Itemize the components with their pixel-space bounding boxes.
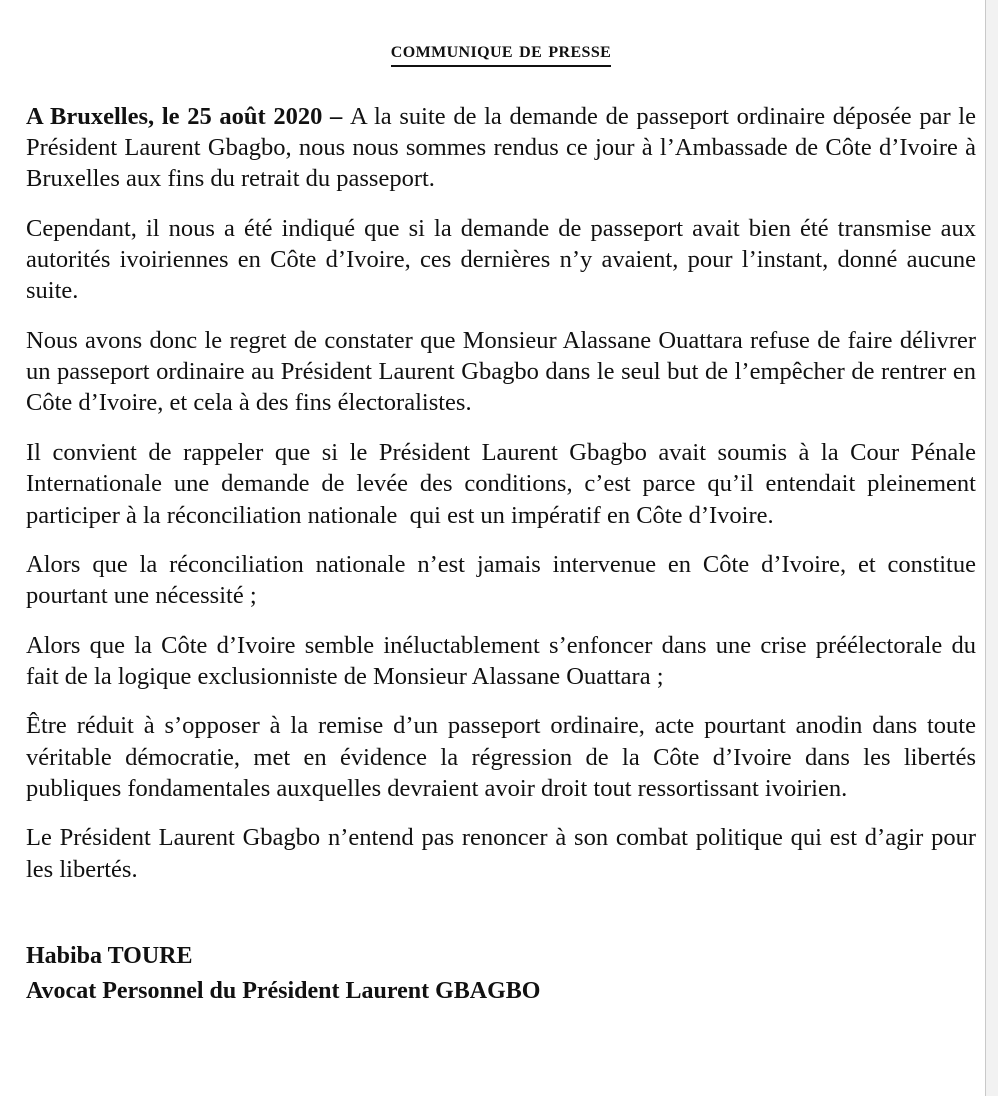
- paragraph-6: [26, 630, 983, 693]
- signature-block: [26, 939, 976, 1009]
- paragraph-2-text: Cependant, il nous a été indiqué que si la demande de passeport avait bien été transmise aux autorités ivoiriennes en Côte d’Ivoire, ces dernières n’y avaient, pour l’instant, donné aucune suite.: [26, 214, 983, 305]
- paragraph-7-text: Être réduit à s’opposer à la remise d’un passeport ordinaire, acte pourtant anodin dans toute véritable démocratie, met en évidence la régression de la Côte d’Ivoire dans les libertés publiques fondamentales auxquelles devraient avoir droit tout ressortissant ivoirien.: [26, 712, 983, 803]
- paragraph-1: [26, 101, 983, 195]
- paragraph-7: [26, 710, 983, 804]
- page-title: [26, 36, 976, 67]
- paragraph-3: [26, 325, 983, 419]
- page-edge-shade: [986, 0, 998, 1096]
- document-body: [26, 0, 983, 1009]
- paragraph-3-text: Nous avons donc le regret de constater que Monsieur Alassane Ouattara refuse de faire délivrer un passeport ordinaire au Président Laurent Gbagbo dans le seul but de l’empêcher de rentrer en Côte d’Ivoire, et cela à des fins électoralistes.: [26, 326, 983, 417]
- document-paragraphs: [26, 101, 983, 886]
- paragraph-8: [26, 822, 983, 885]
- paragraph-8-text: Le Président Laurent Gbagbo n’entend pas renoncer à son combat politique qui est d’agir pour les libertés.: [26, 824, 983, 883]
- paragraph-5-text: Alors que la réconciliation nationale n’est jamais intervenue en Côte d’Ivoire, et constitue pourtant une nécessité ;: [26, 550, 983, 610]
- paragraph-5: [26, 549, 983, 612]
- paragraph-1-lead: A Bruxelles, le 25 août 2020 –: [26, 102, 350, 130]
- signature-role: Avocat Personnel du Président Laurent GBAGBO: [26, 977, 541, 1004]
- paragraph-6-text: Alors que la Côte d’Ivoire semble inéluctablement s’enfoncer dans une crise préélectorale du fait de la logique exclusionniste de Monsieur Alassane Ouattara ;: [26, 631, 983, 690]
- paragraph-1-text: A la suite de la demande de passeport ordinaire déposée par le Président Laurent Gbagbo, nous nous sommes rendus ce jour à l’Ambassade de Côte d’Ivoire à Bruxelles aux fins du retrait du passeport.: [26, 102, 983, 193]
- page-edge-line: [985, 0, 986, 1096]
- paragraph-4: [26, 437, 983, 531]
- paragraph-2: [26, 213, 983, 307]
- signature-name: Habiba TOURE: [26, 943, 193, 970]
- page-title-text: communique de presse: [391, 36, 611, 67]
- paragraph-4-text: Il convient de rappeler que si le Président Laurent Gbagbo avait soumis à la Cour Pénale Internationale une demande de levée des conditions, c’est parce qu’il entendait pleinement participer à la réconciliation nationale qui est un impératif en Côte d’Ivoire.: [26, 438, 983, 529]
